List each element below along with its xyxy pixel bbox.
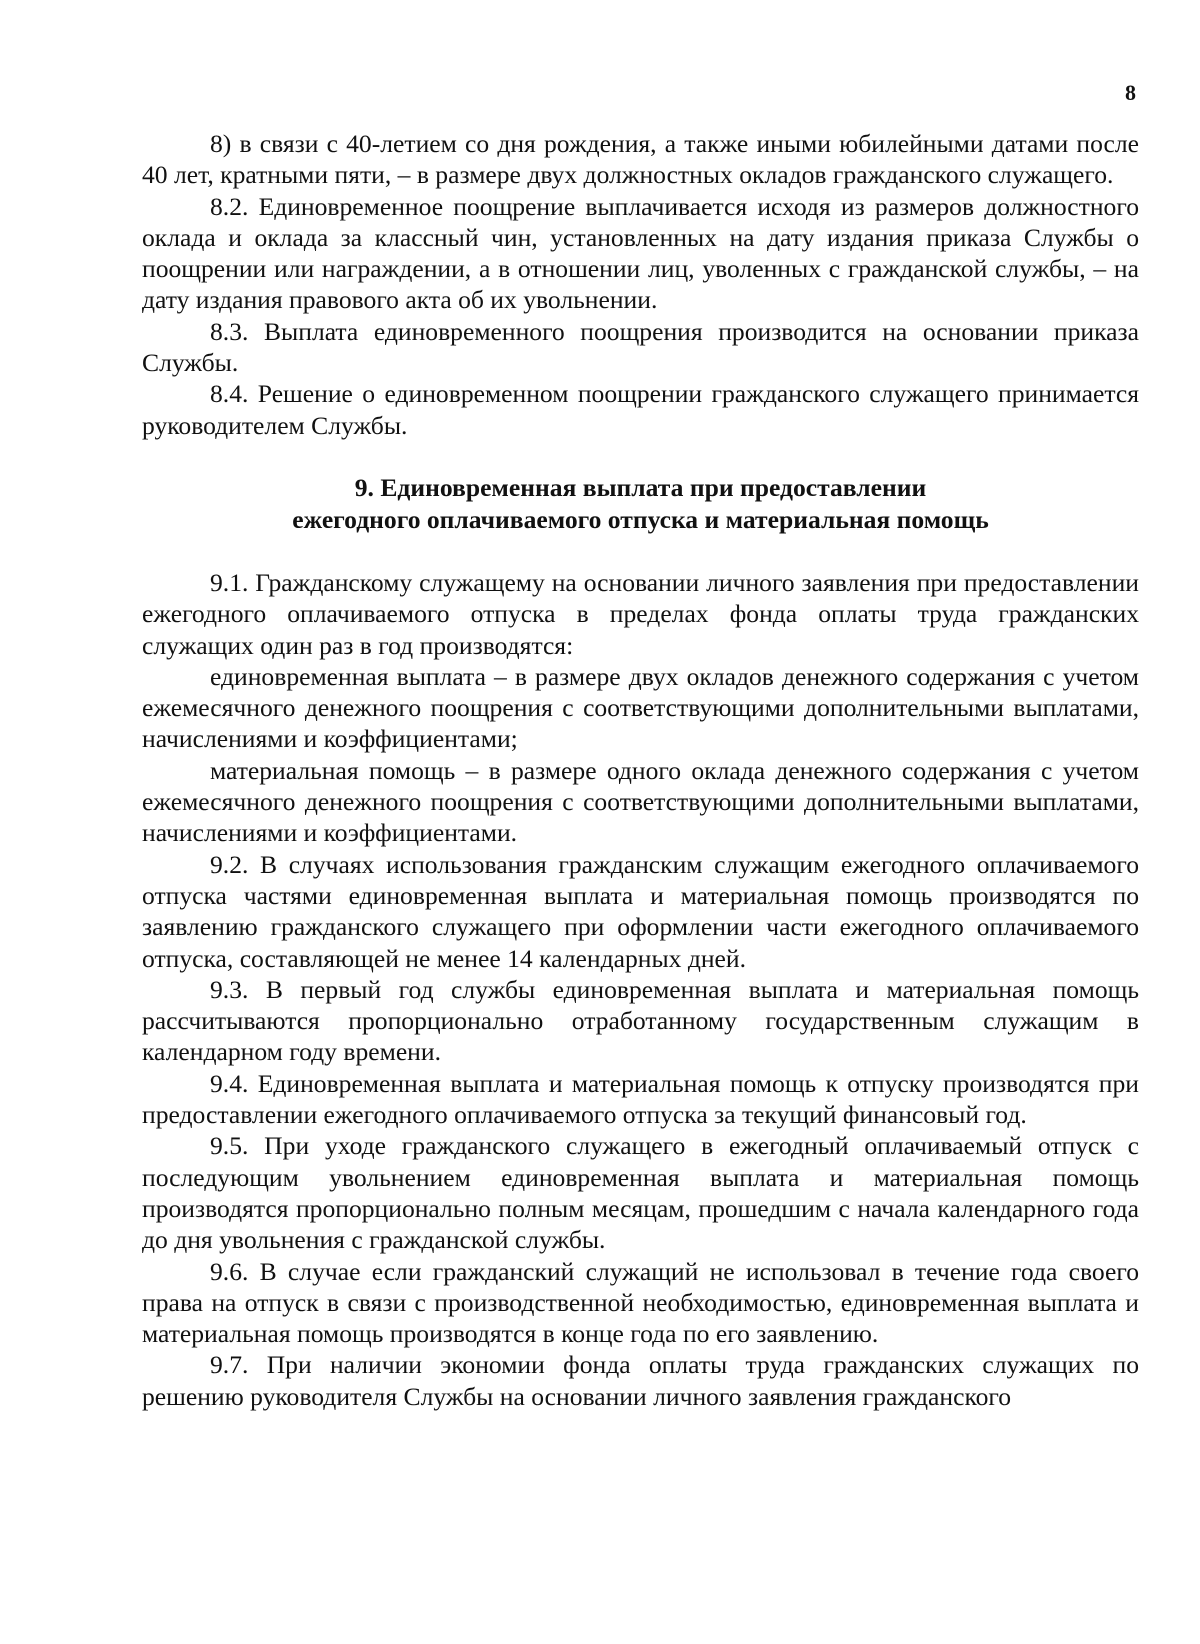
paragraph-8-4: 8.4. Решение о единовременном поощрении гражданского служащего принимается руководителем Службы.	[142, 379, 1139, 440]
paragraph-8-1-item-8: 8) в связи с 40-летием со дня рождения, а также иными юбилейными датами после 40 лет, кратными пяти, – в размере двух должностных окладов гражданского служащего.	[142, 129, 1139, 190]
section-9-heading-line-2: ежегодного оплачиваемого отпуска и материальная помощь	[292, 504, 989, 534]
paragraph-9-2: 9.2. В случаях использования гражданским служащим ежегодного оплачиваемого отпуска частями единовременная выплата и материальная помощь производятся по заявлению гражданского служащего при оформлении части ежегодного оплачиваемого отпуска, составляющей не менее 14 календарных дней.	[142, 849, 1139, 973]
paragraph-9-1-material-aid: материальная помощь – в размере одного оклада денежного содержания с учетом ежемесячного денежного поощрения с соответствующими дополнительными выплатами, начислениями и коэффициентами.	[142, 755, 1139, 848]
paragraph-9-4: 9.4. Единовременная выплата и материальная помощь к отпуску производятся при предоставлении ежегодного оплачиваемого отпуска за текущий финансовый год.	[142, 1068, 1139, 1130]
section-9-heading-line-1: 9. Единовременная выплата при предоставлении	[354, 472, 927, 502]
paragraph-9-5: 9.5. При уходе гражданского служащего в ежегодный оплачиваемый отпуск с последующим увольнением единовременная выплата и материальная помощь производятся пропорционально полным месяцам, прошедшим с начала календарного года до дня увольнения с гражданской службы.	[142, 1131, 1139, 1255]
document-body	[142, 128, 1139, 1412]
paragraph-9-7: 9.7. При наличии экономии фонда оплаты труда гражданских служащих по решению руководителя Службы на основании личного заявления гражданского	[142, 1350, 1139, 1411]
section-9-heading	[142, 472, 1139, 536]
paragraph-8-2: 8.2. Единовременное поощрение выплачивается исходя из размеров должностного оклада и оклада за классный чин, установленных на дату издания приказа Службы о поощрении или награждении, а в отношении лиц, уволенных с гражданской службы, – на дату издания правового акта об их увольнении.	[142, 191, 1139, 315]
paragraph-9-1: 9.1. Гражданскому служащему на основании личного заявления при предоставлении ежегодного оплачиваемого отпуска в пределах фонда оплаты труда гражданских служащих один раз в год производятся:	[142, 567, 1139, 660]
paragraph-8-3: 8.3. Выплата единовременного поощрения производится на основании приказа Службы.	[142, 316, 1139, 378]
paragraph-9-1-one-time-payment: единовременная выплата – в размере двух окладов денежного содержания с учетом ежемесячного денежного поощрения с соответствующими дополнительными выплатами, начислениями и коэффициентами;	[142, 661, 1139, 754]
page-number: 8	[1125, 80, 1136, 105]
paragraph-9-6: 9.6. В случае если гражданский служащий не использовал в течение года своего права на отпуск в связи с производственной необходимостью, единовременная выплата и материальная помощь производятся в конце года по его заявлению.	[142, 1256, 1139, 1349]
paragraph-9-3: 9.3. В первый год службы единовременная выплата и материальная помощь рассчитываются пропорционально отработанному государственным служащим в календарном году времени.	[142, 974, 1139, 1067]
